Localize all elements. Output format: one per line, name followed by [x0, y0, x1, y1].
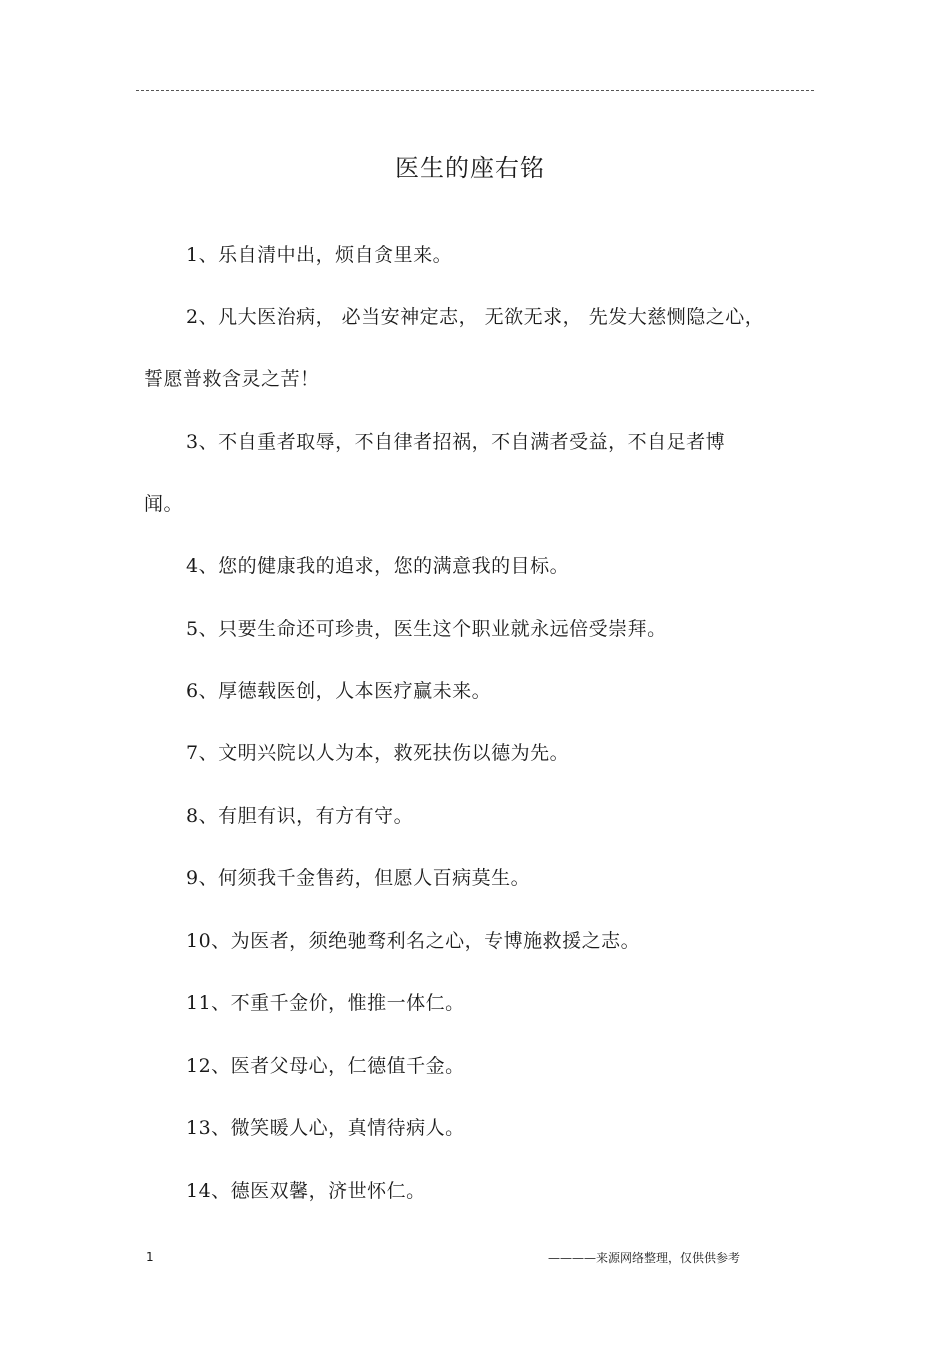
- page-number: 1: [146, 1250, 154, 1264]
- footer-source-note: ————来源网络整理，仅供供参考: [548, 1251, 741, 1265]
- page-title: 医生的座右铭: [395, 154, 545, 182]
- motto-line-6: 6、厚德载医创，人本医疗赢未来。: [186, 680, 492, 702]
- motto-line-14: 14、德医双馨，济世怀仁。: [186, 1180, 426, 1202]
- motto-line-13: 13、微笑暖人心，真情待病人。: [186, 1117, 465, 1139]
- motto-line-9: 9、何须我千金售药，但愿人百病莫生。: [186, 867, 531, 889]
- motto-line-4: 4、您的健康我的追求，您的满意我的目标。: [186, 555, 570, 577]
- motto-line-10: 10、为医者，须绝驰骛利名之心，专博施救援之志。: [186, 930, 641, 952]
- motto-line-5: 5、只要生命还可珍贵，医生这个职业就永远倍受崇拜。: [186, 618, 667, 640]
- motto-line-2-continued: 誓愿普救含灵之苦！: [144, 368, 320, 390]
- motto-line-8: 8、有胆有识，有方有守。: [186, 805, 414, 827]
- motto-line-2: 2、凡大医治病， 必当安神定志， 无欲无求， 先发大慈恻隐之心，: [186, 306, 765, 328]
- motto-line-7: 7、文明兴院以人为本，救死扶伤以德为先。: [186, 742, 570, 764]
- motto-line-3-continued: 闻。: [144, 493, 184, 515]
- motto-line-11: 11、不重千金价，惟推一体仁。: [186, 992, 465, 1014]
- motto-line-3: 3、不自重者取辱，不自律者招祸，不自满者受益，不自足者博: [186, 431, 726, 453]
- motto-line-12: 12、医者父母心，仁德值千金。: [186, 1055, 465, 1077]
- motto-line-1: 1、乐自清中出，烦自贪里来。: [186, 244, 453, 266]
- header-dashed-rule: [136, 90, 814, 91]
